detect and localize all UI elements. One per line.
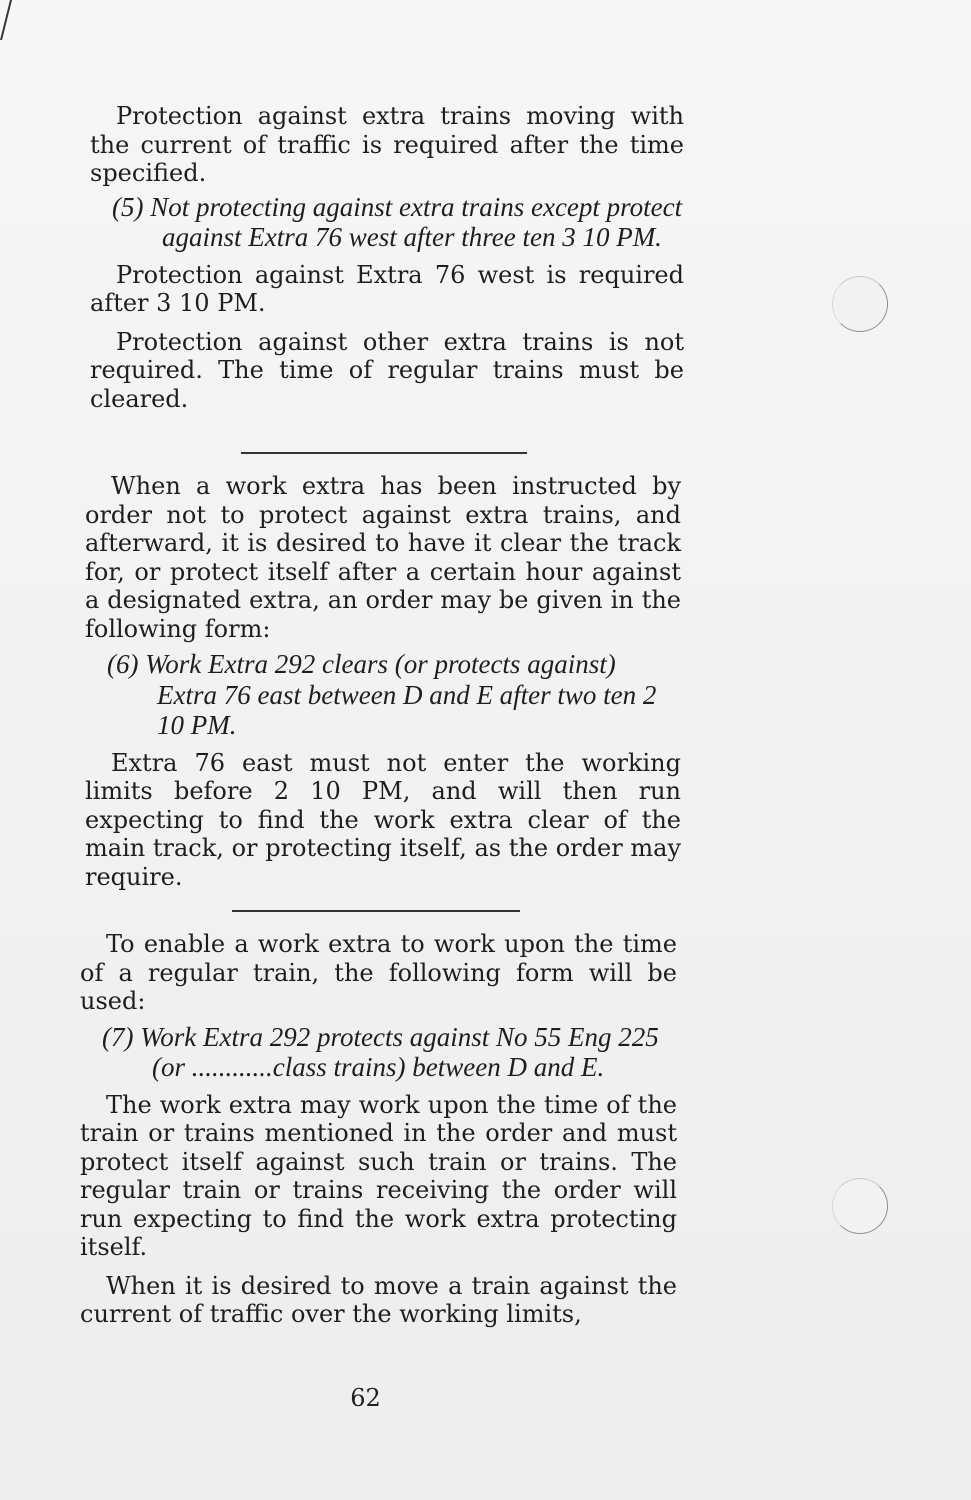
paragraph: The work extra may work upon the time of the train or trains mentioned in the order and must protect itself against such train or trains. The regular train or trains receiving the order will run expecting to find the work extra protecting itself.	[80, 1090, 677, 1261]
text-section-1	[90, 102, 684, 413]
paragraph: Protection against extra trains moving with the current of traffic is required after the time specified.	[90, 102, 684, 187]
binder-hole-top	[832, 276, 888, 332]
text-section-3	[80, 930, 677, 1329]
paragraph: When it is desired to move a train against the current of traffic over the working limits,	[80, 1271, 677, 1328]
paragraph: When a work extra has been instructed by order not to protect against extra trains, and afterward, it is desired to have it clear the track for, or protect itself after a certain hour against a designated extra, an order may be given in the following form:	[85, 472, 681, 643]
section-divider	[241, 452, 527, 454]
rule-example-5: (5) Not protecting against extra trains except protect against Extra 76 west after three ten 3 10 PM.	[112, 191, 683, 252]
binder-hole-bottom	[832, 1178, 888, 1234]
text-section-2	[85, 472, 681, 891]
page-number: 62	[350, 1384, 381, 1412]
paragraph: Protection against Extra 76 west is required after 3 10 PM.	[90, 260, 684, 317]
page-edge-mark	[0, 0, 12, 40]
paragraph: To enable a work extra to work upon the time of a regular train, the following form will be used:	[80, 930, 677, 1015]
paragraph: Extra 76 east must not enter the working limits before 2 10 PM, and will then run expecting to find the work extra clear of the main track, or protecting itself, as the order may require.	[85, 748, 681, 891]
paragraph: Protection against other extra trains is not required. The time of regular trains must be cleared.	[90, 327, 684, 413]
section-divider	[232, 910, 520, 912]
rule-example-6: (6) Work Extra 292 clears (or protects against) Extra 76 east between D and E after two ten 2 10 PM.	[107, 649, 657, 740]
rule-example-7: (7) Work Extra 292 protects against No 55 Eng 225 (or ............class trains) between D and E.	[102, 1021, 659, 1082]
